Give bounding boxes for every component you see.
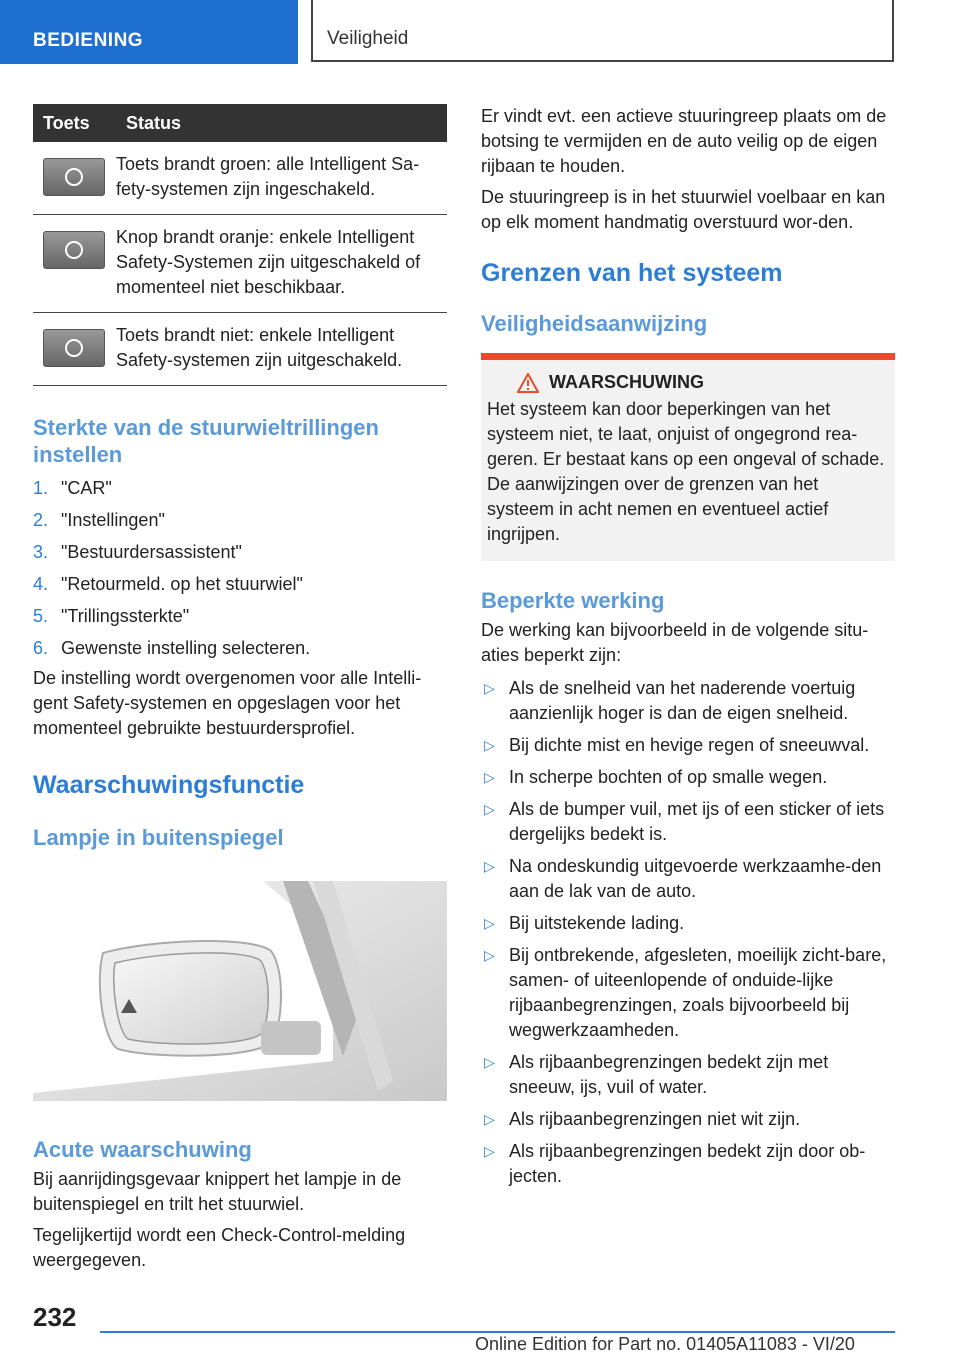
bullet-triangle-icon: ▷ — [484, 680, 495, 696]
header-topic-box — [311, 0, 894, 62]
right-column — [481, 104, 895, 1196]
limited-operation-intro: De werking kan bijvoorbeeld in de volgende situ-aties beperkt zijn: — [481, 620, 869, 665]
steering-intervention-text: Er vindt evt. een actieve stuuringreep plaats om de botsing te vermijden en de auto veilig op de eigen rijbaan te houden. — [481, 106, 887, 176]
table-row — [33, 215, 447, 313]
warning-box — [481, 353, 895, 561]
bullet-triangle-icon: ▷ — [484, 801, 495, 817]
bullet-triangle-icon: ▷ — [484, 915, 495, 931]
table-cell-status: Toets brandt groen: alle Intelligent Sa-fety-systemen zijn ingeschakeld. — [116, 142, 447, 215]
list-item: 1. "CAR" — [33, 478, 112, 498]
safety-button-green-icon — [43, 158, 105, 196]
table-header-status: Status — [116, 104, 447, 142]
list-item: ▷ Na ondeskundig uitgevoerde werkzaamhe-den aan de lak van de auto. — [484, 856, 882, 901]
side-mirror-illustration — [33, 881, 447, 1101]
safety-button-off-icon — [43, 329, 105, 367]
vibration-note: De instelling wordt overgenomen voor alle Intelli-gent Safety-systemen en opgeslagen voor het momenteel gebruikte bestuurdersprofiel. — [33, 668, 422, 738]
left-column — [33, 104, 447, 1273]
system-limits-heading: Grenzen van het systeem — [481, 259, 783, 287]
safety-button-orange-icon — [43, 231, 105, 269]
list-item: ▷ Bij ontbrekende, afgesleten, moeilijk zicht-bare, samen- of uiteenlopende of onduide-lijke rijbaanbegrenzingen, zoals bijvoorbeeld bij wegwerkzaamheden. — [484, 945, 887, 1040]
list-item: ▷ In scherpe bochten of op smalle wegen. — [481, 765, 895, 790]
acute-warning-text-1: Bij aanrijdingsgevaar knippert het lampje in de buitenspiegel en trilt het stuurwiel. — [33, 1169, 402, 1214]
vibration-steps — [33, 472, 447, 664]
header-section-label: BEDIENING — [33, 30, 144, 51]
warning-text: Het systeem kan door beperkingen van het systeem niet, te laat, onjuist of ongegrond rea-geren. Er bestaat kans op een ongeval of schade. De aanwijzingen over de grenzen van het systeem in acht nemen en eventueel actief ingrijpen. — [487, 399, 885, 544]
button-status-table — [33, 104, 447, 386]
bullet-triangle-icon: ▷ — [484, 1111, 495, 1127]
table-cell-status: Knop brandt oranje: enkele Intelligent Safety-Systemen zijn uitgeschakeld of momenteel niet beschikbaar. — [116, 215, 447, 313]
header-topic-label: Veiligheid — [327, 28, 409, 49]
bullet-triangle-icon: ▷ — [484, 737, 495, 753]
table-row — [33, 313, 447, 386]
list-item: 3. "Bestuurdersassistent" — [33, 542, 242, 562]
warning-label: WAARSCHUWING — [549, 372, 704, 392]
list-item: 5. "Trillingssterkte" — [33, 606, 190, 626]
list-item: 2. "Instellingen" — [33, 510, 165, 530]
footer-divider — [100, 1331, 895, 1333]
list-item: ▷ Als rijbaanbegrenzingen niet wit zijn. — [481, 1107, 895, 1132]
table-cell-status: Toets brandt niet: enkele Intelligent Safety-systemen zijn uitgeschakeld. — [116, 313, 447, 386]
edition-note: Online Edition for Part no. 01405A11083 - VI/20 — [475, 1334, 855, 1354]
bullet-triangle-icon: ▷ — [484, 858, 495, 874]
page-number: 232 — [33, 1302, 77, 1332]
warning-triangle-icon — [517, 373, 539, 393]
list-item: ▷ Als rijbaanbegrenzingen bedekt zijn met sneeuw, ijs, vuil of water. — [484, 1052, 829, 1097]
list-item: ▷ Als de snelheid van het naderende voertuig aanzienlijk hoger is dan de eigen snelheid. — [484, 678, 856, 723]
lamp-heading: Lampje in buitenspiegel — [33, 825, 284, 850]
limitations-list — [481, 676, 895, 1189]
acute-warning-heading: Acute waarschuwing — [33, 1137, 252, 1162]
limited-operation-heading: Beperkte werking — [481, 588, 665, 613]
table-header-toets: Toets — [33, 104, 116, 142]
list-item: 6. Gewenste instelling selecteren. — [33, 638, 311, 658]
bullet-triangle-icon: ▷ — [484, 947, 495, 963]
table-row — [33, 142, 447, 215]
warning-function-heading: Waarschuwingsfunctie — [33, 771, 305, 799]
header-section-tab — [0, 0, 298, 64]
bullet-triangle-icon: ▷ — [484, 769, 495, 785]
list-item: ▷ Bij dichte mist en hevige regen of sneeuwval. — [481, 733, 895, 758]
bullet-triangle-icon: ▷ — [484, 1143, 495, 1159]
vibration-heading: Sterkte van de stuurwieltrillingen instellen — [33, 415, 379, 467]
acute-warning-text-2: Tegelijkertijd wordt een Check-Control-melding weergegeven. — [33, 1225, 406, 1270]
list-item: 4. "Retourmeld. op het stuurwiel" — [33, 574, 303, 594]
bullet-triangle-icon: ▷ — [484, 1054, 495, 1070]
list-item: ▷ Als de bumper vuil, met ijs of een sticker of iets dergelijks bedekt is. — [484, 799, 885, 844]
safety-note-heading: Veiligheidsaanwijzing — [481, 311, 708, 336]
steering-feel-text: De stuuringreep is in het stuurwiel voelbaar en kan op elk moment handmatig overstuurd wor-den. — [481, 187, 886, 232]
list-item: ▷ Als rijbaanbegrenzingen bedekt zijn door ob-jecten. — [484, 1141, 866, 1186]
list-item: ▷ Bij uitstekende lading. — [481, 911, 895, 936]
warning-title — [487, 372, 887, 393]
